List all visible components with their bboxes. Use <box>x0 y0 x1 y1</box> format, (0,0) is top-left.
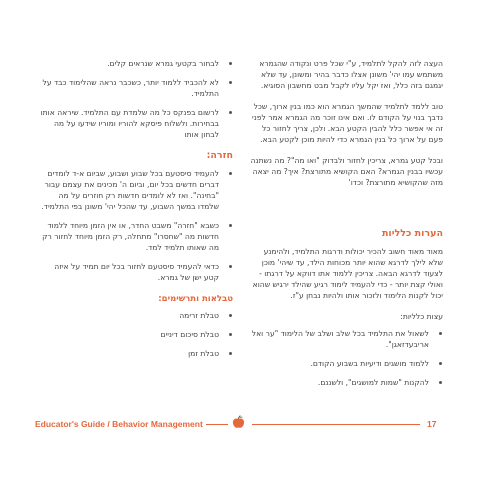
list-item: טבלת זרימה <box>40 310 219 321</box>
footer-divider-right <box>252 424 420 425</box>
intro-paragraph: מאוד מאוד חשוב להכיר יכולות ודרגות התלמיד, ולהימנע שלא לילך לדרגא שהוא יותר מכוחות הילד, עד שיהי' מוכן לצעוד לדרגא הבאה. צריכין ללמוד אתו דווקא על דרגתו - ואולי קצת יותר - כדי להעמיד לימוד רגיע שהילד ירגיש שהוא יכול לקנות הלימוד ולזכור אותו ולהיות נבחן ע"ז. <box>252 247 443 300</box>
list-item: כדאי להעמיד סיסטעם לחזור בכל יום תמיד על איזה קטע ישן של גמרא. <box>40 261 219 283</box>
section-heading-general-notes: הערות כלליות <box>381 228 443 239</box>
footer-divider-left <box>206 424 228 425</box>
top-list <box>40 58 233 140</box>
list-item: לשאול את התלמיד בכל שלב ושלב של הלימוד "ער ואל אריבעדזאגן". <box>247 328 429 350</box>
tips-list <box>247 328 443 388</box>
list-item: כשבא "חזרה" משבט החדר, או אין הזמן מיוחד ללמוד חדשות מה "שחסרו" מתחלה, רק הזמן מיוחד לחזור רק מה שאותו תלמיד למד. <box>40 220 219 253</box>
list-item: טבלת זמן <box>40 348 219 359</box>
right-column <box>247 58 443 398</box>
paragraph: ובכל קטע גמרא, צריכין לחזור ולבדוק "ואו מה"? מה נשתנה עכשיו בבנין הגמרא? האם הקושיא מתורצת? איך? מה יצאה מזה שהקושיא מתורצת? וכדו' <box>250 156 443 187</box>
list-item: לרשום בפנקס כל מה שלמדת עם התלמיד. שיראה אותו בבחירות. ולשלוח פיסקא להוריו ומוריו שידעו על מה לבחון אותו <box>40 108 219 139</box>
list-item: לא להכביד ללמוד יותר, כשכבר נראה שהלימוד כבד על התלמיד. <box>40 77 219 99</box>
section-heading-review: חזרה: <box>206 150 233 161</box>
paragraph: העצה לזה להקל לתלמיד, ע"י שכל פרט ונקודה שהגמרא משתמש עמו יהי' משונן אצלו כדבר בהיר ומשונן, עד שלא יגמגם בזה כלל, ואז יקל עליו לקבל מבט מחשבון הסוגיא. <box>259 59 443 90</box>
list-item: טבלת סיכום דיניים <box>40 329 219 340</box>
page-number: 17 <box>427 419 437 429</box>
list-item: להקנות "שמות למושגים", ולשננם. <box>247 377 429 388</box>
tips-label: עצות כלליות: <box>400 312 443 321</box>
paragraph: טוב ללמד לתלמיד שהמשך הגמרא הוא כמו בנין ארוך, שכל נדבך בנוי על הקודם לו. ואם אינו זוכר מה הגמרא אמר לפני זה אי אפשר כלל להבין הקטע הבא. ולכן, צריך לחזור כל פעם על ארוך כל בנין הגמרא כדי להיות מוכן לקטע הבא. <box>252 102 443 144</box>
review-list <box>40 168 233 283</box>
list-item: לבחור בקטעי גמרא שנראים קלים. <box>40 58 219 69</box>
footer-title: Educator's Guide / Behavior Management <box>35 419 203 429</box>
apple-icon <box>232 415 245 429</box>
list-item: ללמוד מושגים ודיעיות בשבוע הקודם. <box>247 358 429 369</box>
tables-list <box>40 310 233 359</box>
section-heading-tables: טבלאות ותרשימים: <box>158 294 233 304</box>
left-column <box>40 58 233 369</box>
list-item: להעמיד סיסטעם בכל שבוע ושבוע, שביום א-ד לומדים דברים חדשים בכל יום, וביום ה' מכינים את עצמם עבור "בחינה". ואז לא לומדים חדשות רק חוזרים על מה שלמדו במשך השבוע, עד שהכל יהי' משונן בפי התלמיד. <box>41 169 219 211</box>
